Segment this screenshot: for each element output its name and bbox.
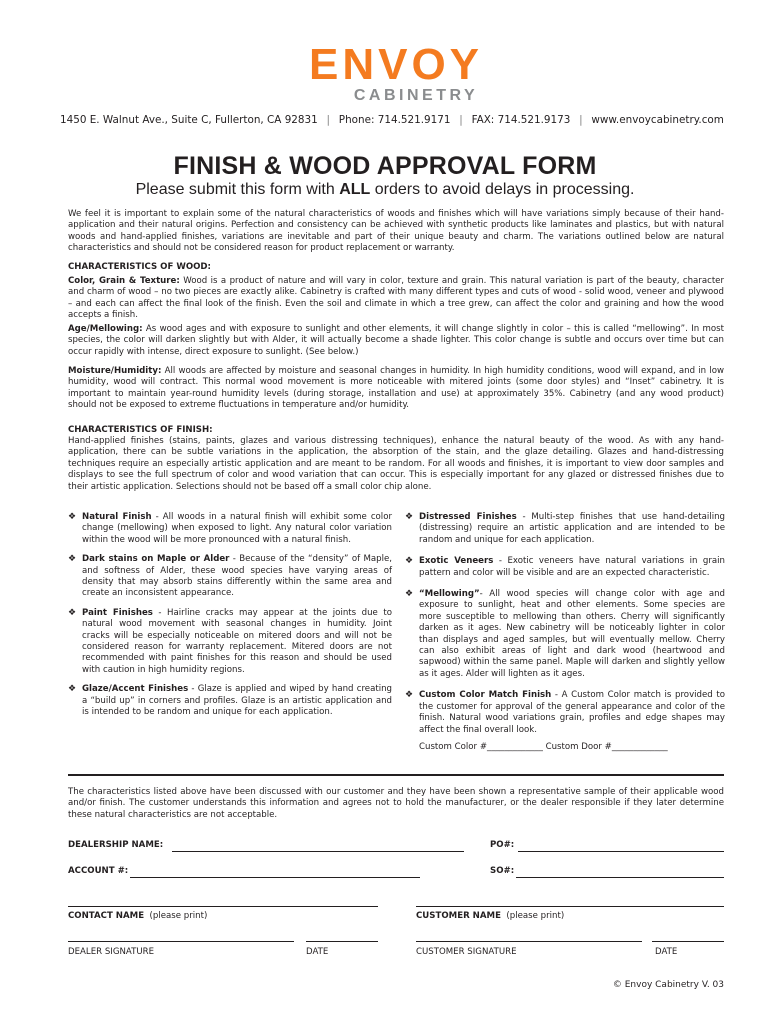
bullet-dark-stains: ❖ Dark stains on Maple or Alder - Because of the “density” of Maple, and softness of Alder, these wood species have varying areas of density that may absorb stains differently within the same area and create an inconsistent appearance.	[68, 554, 393, 599]
wood-age-paragraph: Age/Mellowing: As wood ages and with exposure to sunlight and other elements, it will change slightly in color – this is called “mellowing”. In most species, the color will darken slightly but with Alder, it will actually become a shade lighter. This color change is subtle and occurs over time but can occur rapidly with intense, direct exposure to sunlight. (See below.)	[68, 324, 724, 357]
contact-line	[60, 114, 724, 126]
address: 1450 E. Walnut Ave., Suite C, Fullerton, CA 92831	[60, 114, 318, 126]
account-label: ACCOUNT #:	[68, 866, 129, 876]
customer-date-label: DATE	[655, 947, 678, 957]
dealer-signature-field[interactable]	[68, 941, 294, 942]
finish-paragraph: Hand-applied finishes (stains, paints, glazes and various distressing techniques), enhance the natural beauty of the wood. As with any hand-application, there can be subtle variations in the application, the absorption of the stain, and the glaze detailing. Glazes and hand-distressing techniques require an especially artistic application and are meant to be random. For all woods and finishes, it is important to view door samples and displays to see the full spectrum of color and wood variation that can occur. This is especially important for any glazed or distressed finishes due to their artistic application. Selections should not be based off a small color chip alone.	[68, 436, 724, 492]
wood-color-paragraph: Color, Grain & Texture: Wood is a product of nature and will vary in color, texture and grain. This natural variation is part of the beauty, character and charm of wood – no two pieces are exactly alike. Cabinetry is crafted with many different types and cuts of wood - solid wood, veneer and plywood – and each can affect the final look of the finish. Even the soil and climate in which a tree grew, can affect the color and graining and how the wood accepts a finish.	[68, 276, 725, 321]
account-field[interactable]	[130, 877, 420, 878]
po-field[interactable]	[518, 851, 724, 852]
customer-date-field[interactable]	[652, 941, 724, 942]
diamond-bullet-icon: ❖	[405, 690, 414, 701]
phone: Phone: 714.521.9171	[338, 114, 451, 126]
so-field[interactable]	[516, 877, 724, 878]
bullets-left-column	[68, 512, 392, 719]
po-label: PO#:	[490, 840, 515, 850]
website-link[interactable]: www.envoycabinetry.com	[591, 114, 724, 126]
contact-name-label: CONTACT NAME (please print)	[68, 911, 208, 921]
copyright-version: © Envoy Cabinetry V. 03	[612, 980, 724, 990]
separator: |	[326, 114, 331, 126]
intro-paragraph: We feel it is important to explain some of the natural characteristics of woods and finishes which will have variations simply because of their hand-application and their natural origins. Perfection and consistency can be achieved with synthetic products like laminates and plastics, but with natural woods and hand-applied finishes, variations are inevitable and part of their unique beauty and charm. The variations outlined below are natural characteristics and should not be considered reason for product replacement or warranty.	[68, 209, 724, 254]
logo-wordmark: ENVOY	[308, 40, 484, 89]
customer-signature-label: CUSTOMER SIGNATURE	[416, 947, 517, 957]
bullet-exotic-veneers: ❖ Exotic Veneers - Exotic veneers have natural variations in grain pattern and color will be visible and are an expected characteristic.	[405, 556, 725, 578]
diamond-bullet-icon: ❖	[405, 556, 414, 567]
diamond-bullet-icon: ❖	[68, 512, 77, 522]
customer-signature-field[interactable]	[416, 941, 642, 942]
customer-name-label: CUSTOMER NAME (please print)	[416, 911, 565, 921]
dealer-signature-label: DEALER SIGNATURE	[68, 947, 155, 957]
dealer-date-label: DATE	[306, 947, 329, 957]
acknowledgement-paragraph: The characteristics listed above have been discussed with our customer and they have been shown a representative sample of their applicable wood and/or finish. The customer understands this information and agrees not to hold the manufacturer, or the dealer responsible if they later determine these natural characteristics are not acceptable.	[68, 787, 724, 820]
diamond-bullet-icon: ❖	[68, 607, 77, 618]
bullet-distressed-finishes: ❖ Distressed Finishes - Multi-step finishes that use hand-detailing (distressing) require an artistic application and are intended to be random and unique for each application.	[405, 512, 725, 545]
bullet-glaze-finishes: ❖ Glaze/Accent Finishes - Glaze is applied and wiped by hand creating a “build up” in corners and profiles. Glaze is an artistic application and is intended to be random and unique for each application.	[68, 684, 392, 718]
page-title: FINISH & WOOD APPROVAL FORM	[173, 152, 597, 180]
wood-heading: CHARACTERISTICS OF WOOD:	[68, 262, 211, 272]
diamond-bullet-icon: ❖	[405, 512, 414, 522]
bullets-right-column	[405, 512, 725, 752]
separator: |	[459, 114, 463, 126]
custom-color-door-field[interactable]: Custom Color #_____________ Custom Door #_____________	[419, 741, 668, 752]
customer-name-field[interactable]	[416, 906, 724, 907]
diamond-bullet-icon: ❖	[68, 684, 77, 695]
envoy-logo	[280, 40, 512, 104]
contact-name-field[interactable]	[68, 906, 378, 907]
fax: FAX: 714.521.9173	[471, 114, 571, 126]
bullet-mellowing: ❖ “Mellowing”- All wood species will change color with age and exposure to sunlight, heat and other elements. Some species are more susceptible to mellowing than others. Cherry will significantly darken as it ages. New cabinetry will be noticeably lighter in color than displays and aged samples, but will eventually mellow. Cherry can also exhibit areas of light and dark wood (heartwood and sapwood) within the same panel. Maple will darken and slightly yellow as it ages. Alder will lighten as it ages.	[405, 589, 725, 679]
bullet-paint-finishes: ❖ Paint Finishes - Hairline cracks may appear at the joints due to natural wood movement with seasonal changes in humidity. Joint cracks will be especially noticeable on mitered doors and will not be considered reason for warranty replacement. Mitered doors are not recommended with paint finishes for this reason and should be used with caution in high humidity regions.	[68, 607, 392, 675]
diamond-bullet-icon: ❖	[68, 554, 77, 565]
logo-subtitle: CABINETRY	[353, 87, 479, 104]
bullet-natural-finish: ❖ Natural Finish - All woods in a natural finish will exhibit some color change (mellowing) when exposed to light. Any natural color variation within the wood will be more pronounced with a natural finish.	[68, 512, 392, 545]
separator: |	[579, 114, 583, 126]
dealership-name-label: DEALERSHIP NAME:	[68, 840, 164, 850]
page-subtitle: Please submit this form with ALL orders to avoid delays in processing.	[135, 181, 635, 198]
so-label: SO#:	[490, 866, 515, 876]
dealership-name-field[interactable]	[172, 851, 464, 852]
diamond-bullet-icon: ❖	[405, 589, 414, 600]
wood-moisture-paragraph: Moisture/Humidity: All woods are affected by moisture and seasonal changes in humidity. In high humidity conditions, wood will expand, and in low humidity, wood will contract. This normal wood movement is more noticeable with mitered joints (some door styles) and “Inset” cabinetry. It is important to maintain year-round humidity levels (during storage, installation and use) at approximately 35%. Cabinetry (and any wood product) should not be exposed to extreme fluctuations in temperature and/or humidity.	[68, 366, 724, 411]
section-divider	[68, 774, 724, 776]
bullet-custom-color-match: ❖ Custom Color Match Finish - A Custom Color match is provided to the customer for approval of the general appearance and color of the finish. Natural wood variations grain, profiles and edge shapes may affect the final overall look.	[405, 690, 725, 735]
finish-heading: CHARACTERISTICS OF FINISH:	[68, 425, 213, 435]
dealer-date-field[interactable]	[306, 941, 378, 942]
